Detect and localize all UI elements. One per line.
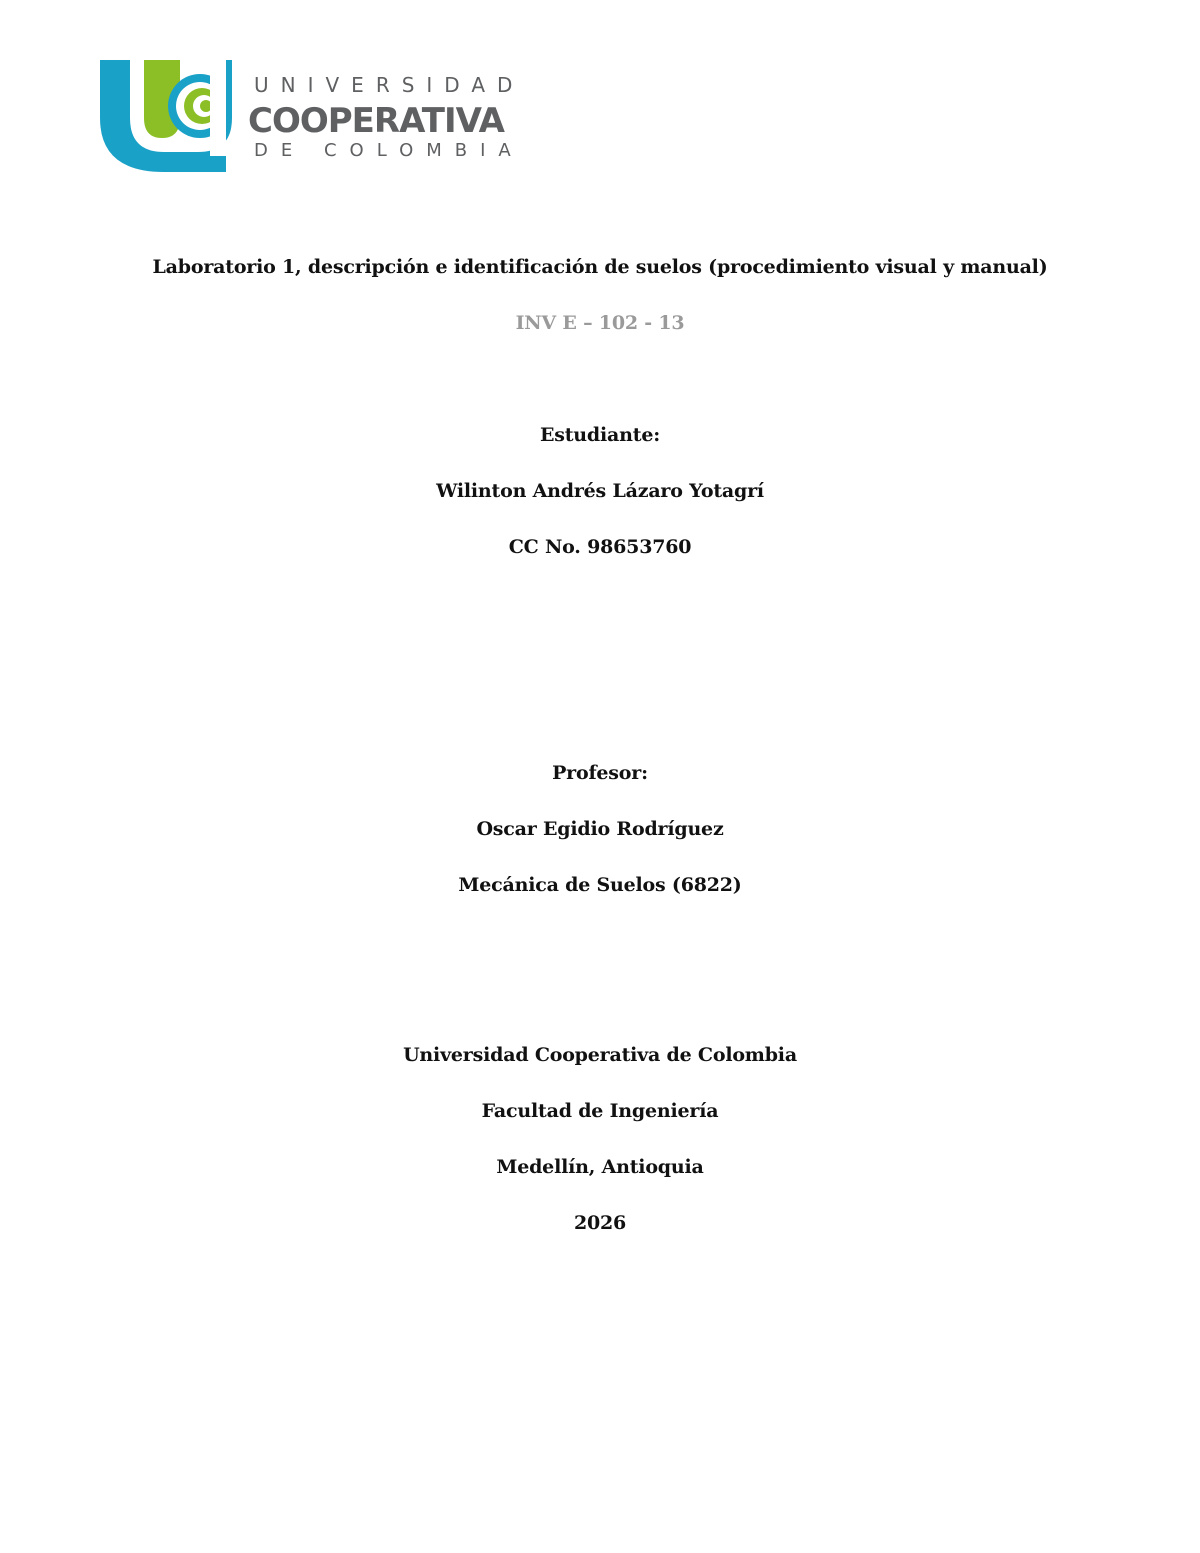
logo-line-2: COOPERATIVA (248, 101, 504, 141)
professor-label: Profesor: (552, 762, 648, 784)
logo-line-1: UNIVERSIDAD (254, 73, 525, 97)
university-logo (96, 56, 526, 178)
year: 2026 (573, 1212, 627, 1234)
norm-code: INV E – 102 - 13 (515, 312, 685, 334)
student-name: Wilinton Andrés Lázaro Yotagrí (436, 480, 764, 502)
logo-line-3: DE COLOMBIA (254, 140, 524, 161)
faculty-name: Facultad de Ingeniería (481, 1100, 719, 1122)
professor-name: Oscar Egidio Rodríguez (476, 818, 724, 840)
student-label: Estudiante: (539, 424, 661, 446)
student-id: CC No. 98653760 (508, 536, 692, 558)
city-name: Medellín, Antioquia (496, 1156, 704, 1178)
course-name: Mecánica de Suelos (6822) (458, 874, 742, 896)
document-title: Laboratorio 1, descripción e identificación de suelos (procedimiento visual y manual) (152, 256, 1048, 278)
university-name: Universidad Cooperativa de Colombia (403, 1044, 797, 1066)
